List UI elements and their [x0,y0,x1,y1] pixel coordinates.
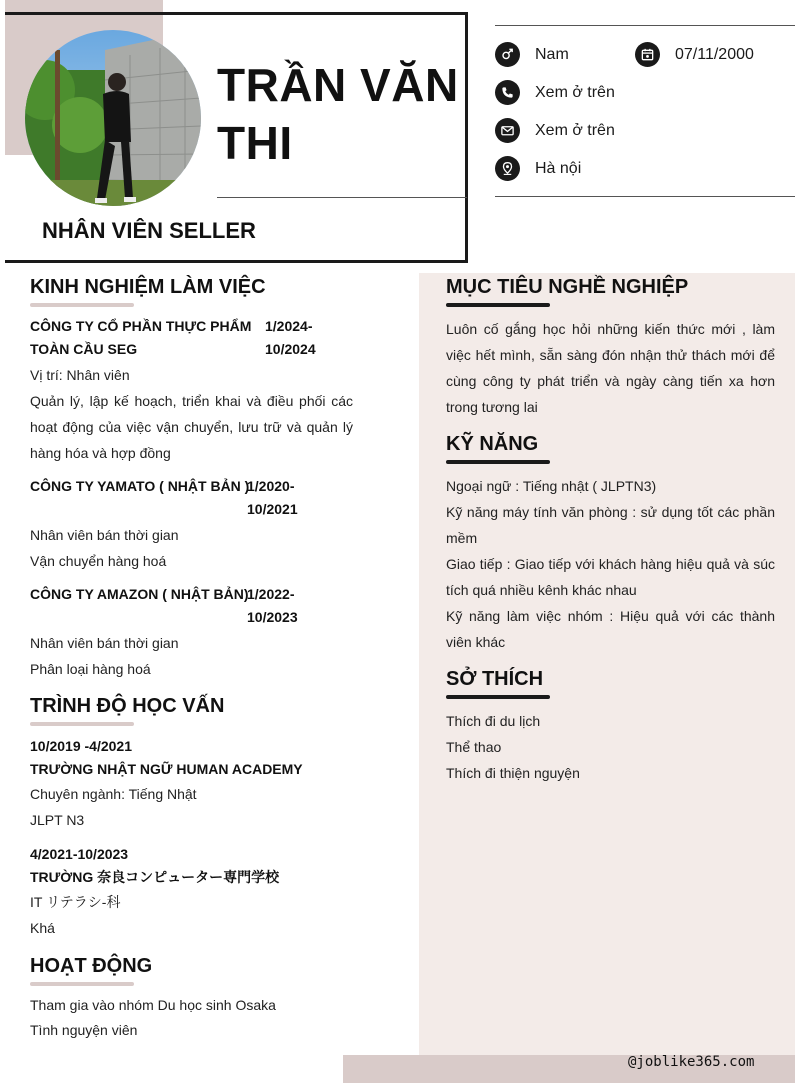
skill-item: Kỹ năng máy tính văn phòng : sử dụng tốt các phần mềm [446,504,775,546]
job-2-period: 1/2020- 10/2021 [247,478,298,517]
activity-item: Tham gia vào nhóm Du học sinh Osaka [30,997,276,1013]
skill-item: Giao tiếp : Giao tiếp với khách hàng hiệu quả và súc tích quá nhiều kênh khác nhau [446,556,775,598]
objective-underline [446,303,550,307]
avatar-photo [25,30,201,206]
job-1-company: CÔNG TY CỔ PHẦN THỰC PHẨM TOÀN CẦU SEG [30,318,252,357]
contact-gender [495,42,569,67]
job-1-detail: Vị trí: Nhân viên [30,367,130,383]
address-value: Hà nội [535,159,582,177]
education-title: TRÌNH ĐỘ HỌC VẤN [30,695,225,717]
job-3-company: CÔNG TY AMAZON ( NHẬT BẢN) [30,586,249,602]
education-2-detail: IT リテラシ-科 [30,894,121,910]
mail-icon [495,118,520,143]
hobby-item: Thích đi du lịch [446,713,541,729]
candidate-name-line2: THI [217,117,293,169]
experience-underline [30,303,134,307]
hobby-item: Thích đi thiện nguyện [446,765,580,781]
activities-underline [30,982,134,986]
job-2-company: CÔNG TY YAMATO ( NHẬT BẢN ) [30,478,250,494]
location-pin-icon [495,156,520,181]
education-2-period: 4/2021-10/2023 [30,846,129,862]
education-1-period: 10/2019 -4/2021 [30,738,132,754]
hobby-item: Thể thao [446,739,502,755]
objective-title: MỤC TIÊU NGHỀ NGHIỆP [446,276,689,298]
job-3-detail: Phân loại hàng hoá [30,661,151,677]
phone-value: Xem ở trên [535,83,615,101]
job-3-detail: Nhân viên bán thời gian [30,635,179,651]
gender-icon [495,42,520,67]
job-2-detail: Vận chuyển hàng hoá [30,553,167,569]
education-1-detail: Chuyên ngành: Tiếng Nhật [30,786,197,802]
contact-address [495,156,581,181]
candidate-name [217,56,462,172]
gender-value: Nam [535,45,569,63]
email-value: Xem ở trên [535,121,615,139]
hobbies-title: SỞ THÍCH [446,668,544,690]
contact-email [495,118,615,143]
education-2-school: TRƯỜNG 奈良コンピューター専門学校 [30,869,280,885]
job-2-detail: Nhân viên bán thời gian [30,527,179,543]
skills-underline [446,460,550,464]
birthdate-value: 07/11/2000 [675,45,754,63]
contact-top-divider [495,25,795,26]
calendar-icon [635,42,660,67]
activity-item: Tình nguyện viên [30,1022,138,1038]
phone-icon [495,80,520,105]
education-1-school: TRƯỜNG NHẬT NGỮ HUMAN ACADEMY [30,761,303,777]
skill-item: Ngoại ngữ : Tiếng nhật ( JLPTN3) [446,478,657,494]
avatar [25,30,201,206]
job-1-period: 1/2024- 10/2024 [265,318,316,357]
education-underline [30,722,134,726]
footer-watermark: @joblike365.com [628,1054,755,1070]
skills-title: KỸ NĂNG [446,433,539,455]
education-1-detail: JLPT N3 [30,812,85,828]
job-3-period: 1/2022- 10/2023 [247,586,298,625]
name-divider [217,197,467,198]
contact-birthdate [635,42,754,67]
education-2-detail: Khá [30,920,55,936]
skill-item: Kỹ năng làm việc nhóm : Hiệu quả với các thành viên khác [446,608,775,650]
activities-title: HOẠT ĐỘNG [30,955,153,977]
contact-phone [495,80,615,105]
contact-bottom-divider [495,196,795,197]
objective-text: Luôn cố gắng học hỏi những kiến thức mới , làm việc hết mình, sẵn sàng đón nhận thử thách mới để cùng công ty phát triển và ngày càng tiến xa hơn trong tương lai [446,321,775,415]
candidate-name-line1: TRẦN VĂN [217,59,459,111]
experience-title: KINH NGHIỆM LÀM VIỆC [30,276,266,298]
hobbies-underline [446,695,550,699]
job-title: NHÂN VIÊN SELLER [42,218,256,243]
job-1-detail: Quản lý, lập kế hoạch, triển khai và điều phối các hoạt động của việc vận chuyển, lưu trữ và quản lý hàng hóa và hợp đồng [30,393,353,461]
